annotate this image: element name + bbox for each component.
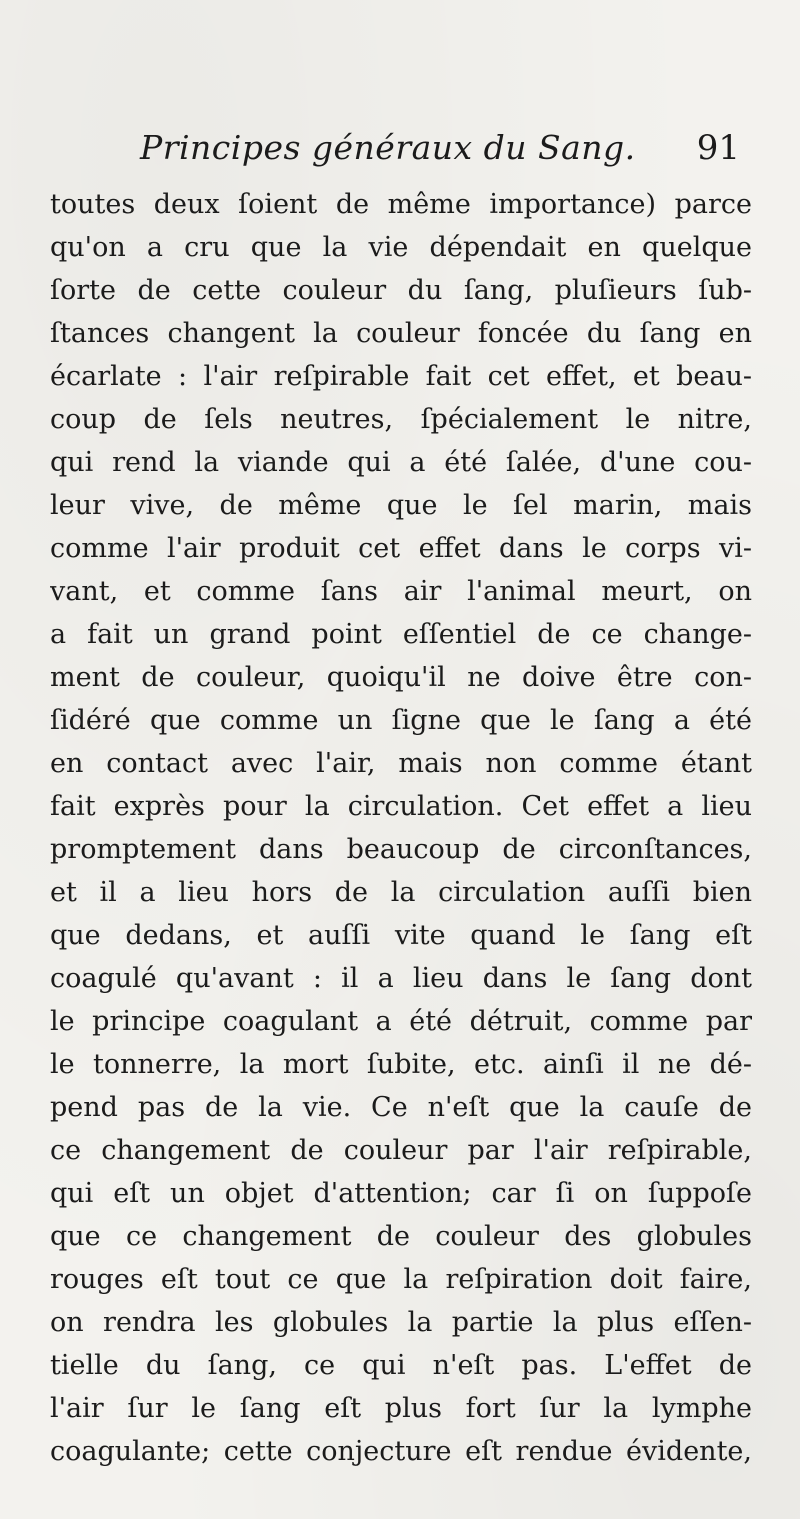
text-line: et il a lieu hors de la circulation auſſi bien: [50, 877, 752, 908]
page-header: [140, 128, 740, 178]
text-line: ce changement de couleur par l'air reſpirable,: [50, 1135, 752, 1166]
text-line: écarlate : l'air reſpirable fait cet effet, et beau-: [50, 361, 752, 392]
text-line: on rendra les globules la partie la plus eſſen-: [50, 1307, 752, 1338]
text-line: coagulé qu'avant : il a lieu dans le ſang dont: [50, 963, 752, 994]
body-text: [50, 183, 752, 1473]
text-line: tielle du ſang, ce qui n'eſt pas. L'effet de: [50, 1350, 752, 1381]
text-line: qui rend la viande qui a été ſalée, d'une cou-: [50, 447, 752, 478]
text-line: toutes deux ſoient de même importance) parce: [50, 189, 752, 220]
text-line: coagulante; cette conjecture eſt rendue évidente,: [50, 1436, 752, 1467]
page-number: 91: [696, 128, 740, 168]
text-line: vant, et comme ſans air l'animal meurt, on: [50, 576, 752, 607]
text-line: qu'on a cru que la vie dépendait en quelque: [50, 232, 752, 263]
text-line: ſidéré que comme un ſigne que le ſang a été: [50, 705, 752, 736]
text-line: ment de couleur, quoiqu'il ne doive être con-: [50, 662, 752, 693]
running-title: Principes généraux du Sang.: [140, 128, 636, 167]
text-line: coup de ſels neutres, ſpécialement le nitre,: [50, 404, 752, 435]
text-line: le principe coagulant a été détruit, comme par: [50, 1006, 752, 1037]
text-line: fait exprès pour la circulation. Cet effet a lieu: [50, 791, 752, 822]
text-line: l'air ſur le ſang eſt plus fort ſur la lymphe: [50, 1393, 752, 1424]
text-line: leur vive, de même que le ſel marin, mais: [50, 490, 752, 521]
text-line: que dedans, et auſſi vite quand le ſang eſt: [50, 920, 752, 951]
text-line: que ce changement de couleur des globules: [50, 1221, 752, 1252]
text-line: ſtances changent la couleur foncée du ſang en: [50, 318, 752, 349]
text-line: en contact avec l'air, mais non comme étant: [50, 748, 752, 779]
text-line: qui eſt un objet d'attention; car ſi on ſuppoſe: [50, 1178, 752, 1209]
text-line: pend pas de la vie. Ce n'eſt que la cauſe de: [50, 1092, 752, 1123]
text-line: promptement dans beaucoup de circonſtances,: [50, 834, 752, 865]
text-line: a fait un grand point eſſentiel de ce change-: [50, 619, 752, 650]
text-line: ſorte de cette couleur du ſang, pluſieurs ſub-: [50, 275, 752, 306]
text-line: comme l'air produit cet effet dans le corps vi-: [50, 533, 752, 564]
text-line: le tonnerre, la mort ſubite, etc. ainſi il ne dé-: [50, 1049, 752, 1080]
text-line: rouges eſt tout ce que la reſpiration doit faire,: [50, 1264, 752, 1295]
